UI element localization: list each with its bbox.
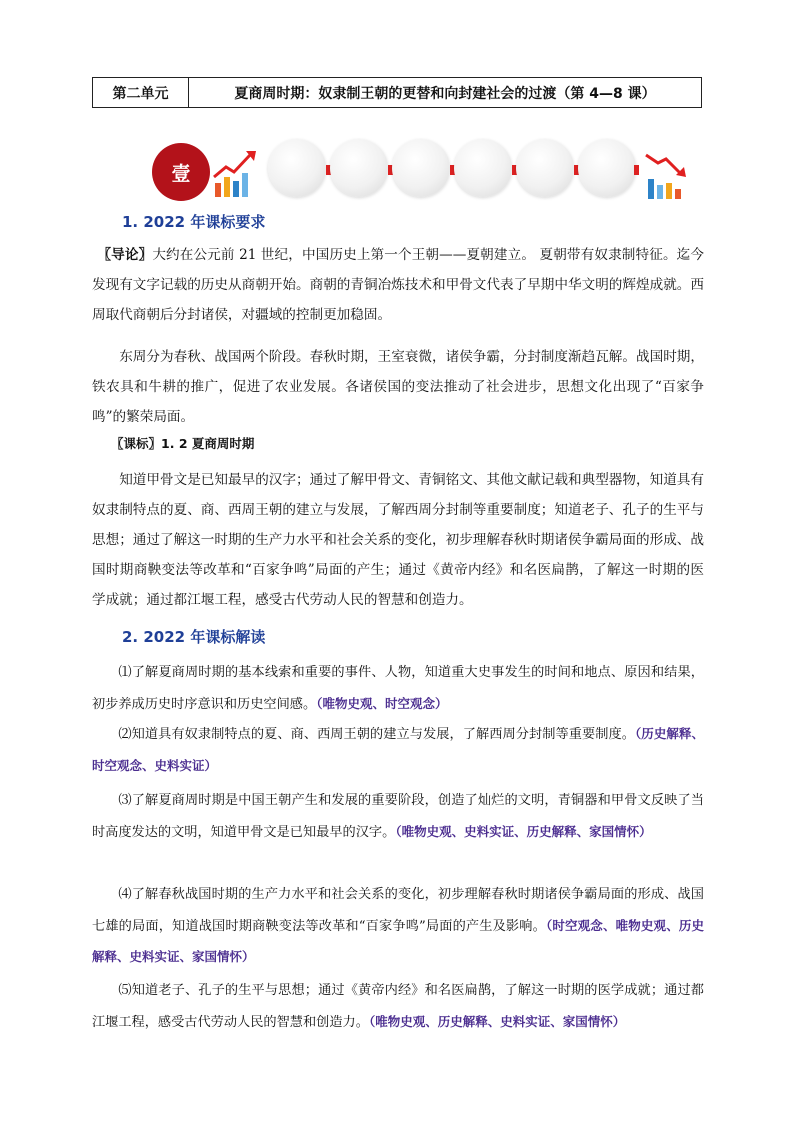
- reading-item-1: [92, 658, 704, 720]
- rising-chart-icon: [212, 147, 258, 199]
- reading-item-1-tags: （唯物史观、时空观念）: [316, 695, 448, 711]
- reading-item-3-tags: （唯物史观、史料实证、历史解释、家国情怀）: [395, 823, 652, 839]
- reading-item-4-text: ⑷了解春秋战国时期的生产力水平和社会关系的变化，初步理解春秋时期诸侯争霸局面的形成、战国七雄的局面，知道战国时期商鞅变法等改革和“百家争鸣”局面的产生及影响。: [92, 887, 704, 934]
- reading-item-5: [92, 976, 704, 1038]
- kebiao-tag: 〖课标〗: [111, 436, 162, 451]
- reading-item-3-text: ⑶了解夏商周时期是中国王朝产生和发展的重要阶段，创造了灿烂的文明，青铜器和甲骨文反映了当时高度发达的文明，知道甲骨文是已知最早的汉字。: [92, 793, 704, 840]
- decor-bubble-6: [578, 139, 636, 197]
- reading-item-2-tags: （历史解释、时空观念、史料实证）: [92, 726, 704, 773]
- decor-bubble-3: [392, 139, 450, 197]
- decor-bubble-5: [516, 139, 574, 197]
- reading-item-3: [92, 786, 704, 848]
- decor-bubble-2: [330, 139, 388, 197]
- reading-item-2: [92, 719, 704, 782]
- intro-text: 大约在公元前 21 世纪，中国历史上第一个王朝——夏朝建立。 夏朝带有奴隶制特征。迄今发现有文字记载的历史从商朝开始。商朝的青铜冶炼技术和甲骨文代表了早期中华文明的辉煌成就。西周取代商朝后分封诸侯，对疆域的控制更加稳固。: [92, 247, 704, 323]
- badge-number: 壹: [152, 143, 210, 201]
- reading-item-4: [92, 880, 704, 974]
- unit-label: 第二单元: [93, 78, 189, 107]
- eastern-zhou-paragraph: 东周分为春秋、战国两个阶段。春秋时期，王室衰微，诸侯争霸，分封制度渐趋瓦解。战国时期，铁农具和牛耕的推广，促进了农业发展。各诸侯国的变法推动了社会进步，思想文化出现了“百家争鸣”的繁荣局面。: [92, 349, 704, 425]
- reading-item-1-text: ⑴了解夏商周时期的基本线索和重要的事件、人物，知道重大史事发生的时间和地点、原因和结果，初步养成历史时序意识和历史空间感。: [92, 665, 704, 712]
- section2-heading: 2. 2022 年课标解读: [122, 628, 266, 646]
- reading-item-4-tags: （时空观念、唯物史观、历史解释、史料实证、家国情怀）: [92, 917, 704, 964]
- falling-chart-icon: [644, 149, 690, 201]
- kebiao-paragraph: 知道甲骨文是已知最早的汉字；通过了解甲骨文、青铜铭文、其他文献记载和典型器物，知道具有奴隶制特点的夏、商、西周王朝的建立与发展，了解西周分封制等重要制度；知道老子、孔子的生平与思想；通过了解这一时期的生产力水平和社会关系的变化，初步理解春秋时期诸侯争霸局面的形成、战国时期商鞅变法等改革和“百家争鸣”局面的产生；通过《黄帝内经》和名医扁鹊，了解这一时期的医学成就；通过都江堰工程，感受古代劳动人民的智慧和创造力。: [92, 472, 704, 608]
- decor-bubble-4: [454, 139, 512, 197]
- intro-tag: 〖导论〗: [97, 247, 153, 263]
- section1-heading: 1. 2022 年课标要求: [122, 213, 266, 231]
- reading-item-5-text: ⑸知道老子、孔子的生平与思想；通过《黄帝内经》和名医扁鹊，了解这一时期的医学成就；通过都江堰工程，感受古代劳动人民的智慧和创造力。: [92, 983, 704, 1030]
- unit-topic: 夏商周时期：奴隶制王朝的更替和向封建社会的过渡（第 4—8 课）: [234, 85, 656, 102]
- section-banner: [150, 135, 690, 203]
- kebiao-line: [92, 429, 704, 459]
- reading-item-5-tags: （唯物史观、历史解释、史料实证、家国情怀）: [368, 1013, 626, 1029]
- title-table: [92, 77, 702, 108]
- intro-paragraph: [92, 240, 704, 330]
- decor-mark-6: [634, 165, 639, 175]
- reading-item-2-text: ⑵知道具有奴隶制特点的夏、商、西周王朝的建立与发展，了解西周分封制等重要制度。: [118, 727, 635, 742]
- kebiao-title: 1. 2 夏商周时期: [161, 436, 255, 451]
- decor-bubble-1: [268, 139, 326, 197]
